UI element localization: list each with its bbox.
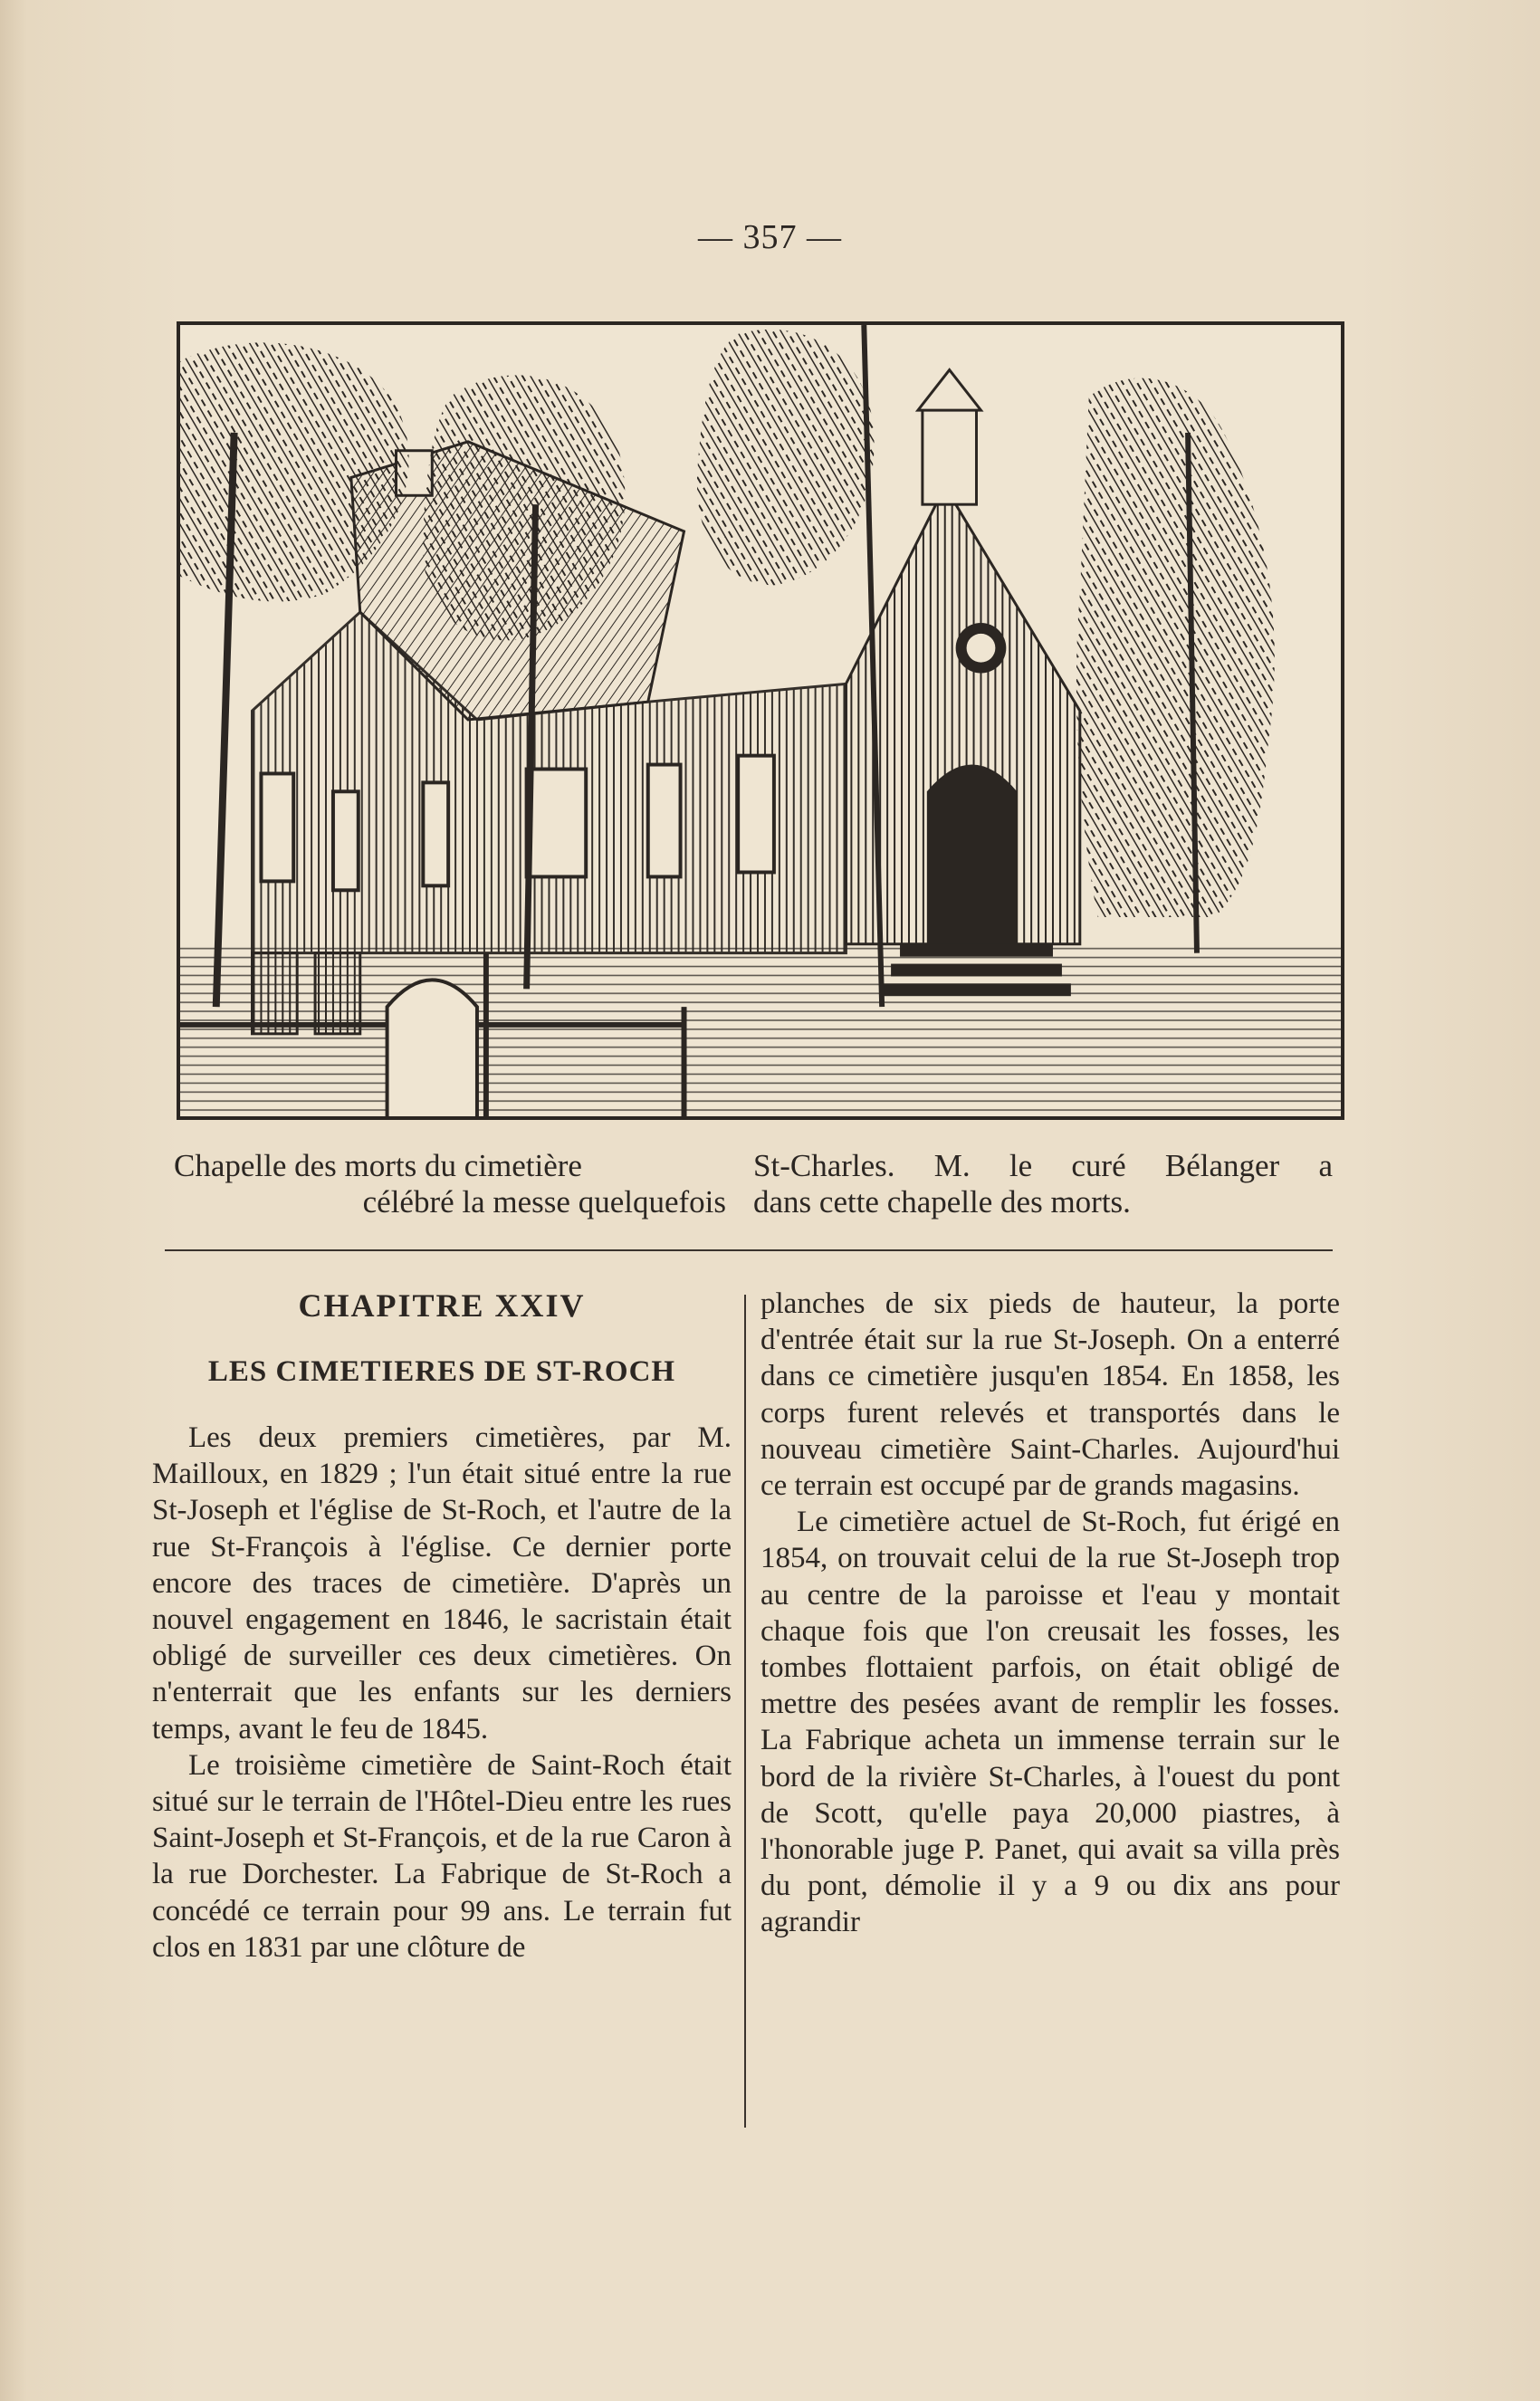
gate-arch [387, 980, 477, 1116]
caption-right-line-1: St-Charles. M. le curé Bélanger a [753, 1148, 1333, 1183]
left-paragraph-2: Le troisième cimetière de Saint-Roch était situé sur le terrain de l'Hôtel-Dieu entre les rues Saint-Joseph et St-François, et de la rue Caron à la rue Dorchester. La Fabrique de St-Roch a concédé ce terrain pour 99 ans. Le terrain fut clos en 1831 par une clôture de [152, 1748, 732, 1964]
chapel-illustration [177, 321, 1344, 1120]
grave-post-1 [253, 953, 298, 1034]
caption-right [753, 1148, 1333, 1220]
caption-left-line-1: Chapelle des morts du cimetière [174, 1148, 582, 1183]
caption-right-line-2: dans cette chapelle des morts. [753, 1184, 1131, 1220]
window-5 [648, 765, 681, 877]
window-4 [527, 770, 587, 877]
caption-left-line-2: célébré la messe quelquefois [362, 1184, 726, 1220]
step-3 [882, 983, 1071, 996]
chapter-title: CHAPITRE XXIV [298, 1287, 586, 1324]
caption-divider-rule [165, 1249, 1333, 1251]
column-divider [744, 1295, 746, 2128]
left-paragraph-1: Les deux premiers cimetières, par M. Mailloux, en 1829 ; l'un était situé entre la rue St-Joseph et l'église de St-Roch, et l'autre de la rue St-François à l'église. Ce dernier porte encore des traces de cimetière. D'après un nouvel engagement en 1846, le sacristain était obligé de surveiller ces deux cimetières. On n'enterrait que les enfants sur les derniers temps, avant le feu de 1845. [152, 1421, 732, 1746]
rose-window-inner [967, 634, 996, 663]
step-1 [900, 944, 1053, 957]
caption-left [174, 1148, 726, 1220]
tall-tree-foliage [697, 330, 875, 586]
window-3 [423, 782, 448, 885]
grave-post-2 [315, 953, 360, 1034]
right-paragraph-1: planches de six pieds de hauteur, la porte d'entrée était sur la rue St-Joseph. On a enterré dans ce cimetière jusqu'en 1854. En 1858, les corps furent relevés et transportés dans le nouveau cimetière Saint-Charles. Aujourd'hui ce terrain est occupé par de grands magasins. [760, 1287, 1340, 1503]
section-title: LES CIMETIERES DE ST-ROCH [207, 1355, 676, 1388]
right-tree-foliage [1076, 378, 1275, 917]
belfry-roof [918, 370, 981, 411]
chapel-engraving-svg [180, 325, 1341, 1116]
chapel-door [927, 765, 1017, 944]
right-paragraph-2: Le cimetière actuel de St-Roch, fut érigé en 1854, on trouvait celui de la rue St-Joseph trop au centre de la paroisse et l'eau y montait chaque fois que l'on creusait les fosses, les tombes flottaient parfois, on était obligé de mettre des pesées avant de remplir les fosses. La Fabrique acheta un immense terrain sur le bord de la rivière St-Charles, à l'ouest du pont de Scott, qu'elle paya 20,000 piastres, à l'honorable juge P. Panet, qui avait sa villa près du pont, démolie il y a 9 ou dix ans pour agrandir [760, 1506, 1340, 1939]
right-text-column [760, 1286, 1340, 1941]
window-2 [333, 791, 359, 890]
window-6 [738, 756, 774, 873]
belfry [923, 406, 977, 504]
page-number: — 357 — [698, 218, 842, 256]
window-1 [261, 773, 293, 881]
left-text-column [152, 1267, 732, 1966]
step-2 [891, 964, 1062, 977]
